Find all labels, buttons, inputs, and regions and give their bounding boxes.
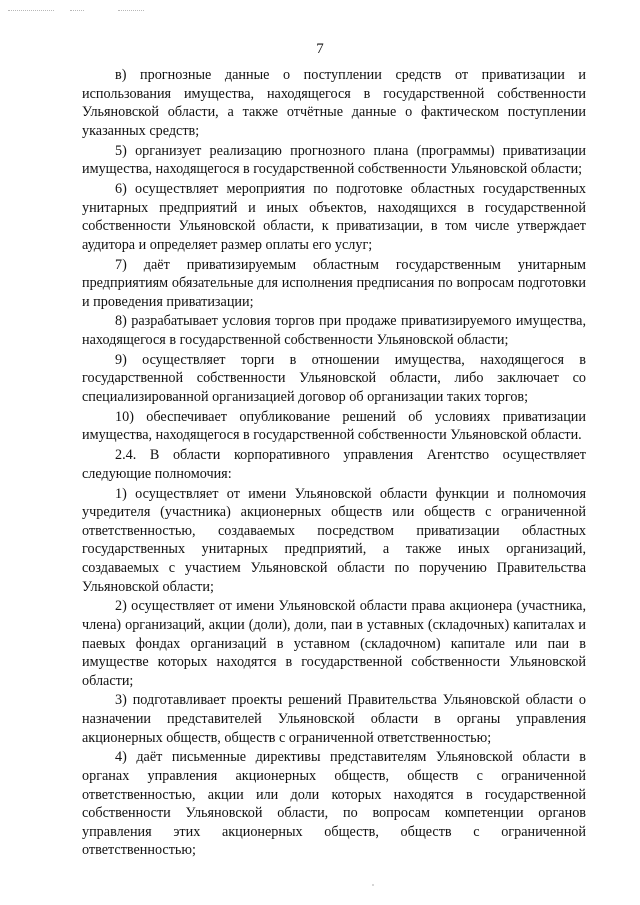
scan-artifact <box>8 10 54 12</box>
scan-artifact <box>70 10 84 12</box>
paragraph-item-8: 8) разрабатывает условия торгов при продаже приватизируемого имущества, находящегося в государственной собственности Ульяновской области; <box>82 313 586 349</box>
document-body <box>82 66 586 861</box>
paragraph-corporate-item-1: 1) осуществляет от имени Ульяновской области функции и полномочия учредителя (участника) акционерных обществ или обществ с ограниченной ответственностью, создаваемых посредством приватизации областных государственных унитарных предприятий, а также иных организаций, создаваемых с участием Ульяновской области по поручению Правительства Ульяновской области; <box>82 485 586 595</box>
paragraph-item-7: 7) даёт приватизируемым областным государственным унитарным предприятиям обязательные для исполнения предписания по вопросам подготовки и проведения приватизации; <box>82 256 586 310</box>
paragraph-item-5: 5) организует реализацию прогнозного плана (программы) приватизации имущества, находящегося в государственной собственности Ульяновской области; <box>82 142 586 178</box>
paragraph-corporate-item-4: 4) даёт письменные директивы представителям Ульяновской области в органах управления акционерных обществ, обществ с ограниченной ответственностью, акции или доли которых находятся в государственной собственности Ульяновской области, по вопросам компетенции органов управления этих акционерных обществ, обществ с ограниченной ответственностью; <box>82 749 586 859</box>
scan-speck <box>372 884 374 886</box>
section-heading-2-4: 2.4. В области корпоративного управления Агентство осуществляет следующие полномочия: <box>82 447 586 482</box>
scan-artifact <box>118 10 144 12</box>
paragraph-corporate-item-3: 3) подготавливает проекты решений Правительства Ульяновской области о назначении представителей Ульяновской области в органы управления акционерных обществ, обществ с ограниченной ответственностью; <box>82 692 586 746</box>
paragraph-item-6: 6) осуществляет мероприятия по подготовке областных государственных унитарных предприятий и иных объектов, находящихся в государственной собственности Ульяновской области, к приватизации, в том числе утверждает аудитора и определяет размер оплаты его услуг; <box>82 180 586 253</box>
page-number: 7 <box>316 41 324 57</box>
paragraph-item-10: 10) обеспечивает опубликование решений об условиях приватизации имущества, находящегося в государственной собственности Ульяновской области. <box>82 408 586 444</box>
paragraph-item-9: 9) осуществляет торги в отношении имущества, находящегося в государственной собственности Ульяновской области, либо заключает со специализированной организацией договор об организации таких торгов; <box>82 351 586 406</box>
paragraph-subitem-v: в) прогнозные данные о поступлении средств от приватизации и использования имущества, находящегося в государственной собственности Ульяновской области, а также отчётные данные о фактическом поступлении указанных средств; <box>82 67 586 139</box>
paragraph-corporate-item-2: 2) осуществляет от имени Ульяновской области права акционера (участника, члена) организаций, акции (доли), доли, паи в уставных (складочных) капиталах и паевых фондах организаций в уставном (складочном) капитале или паи в имуществе которых находятся в государственной собственности Ульяновской области; <box>82 598 586 689</box>
